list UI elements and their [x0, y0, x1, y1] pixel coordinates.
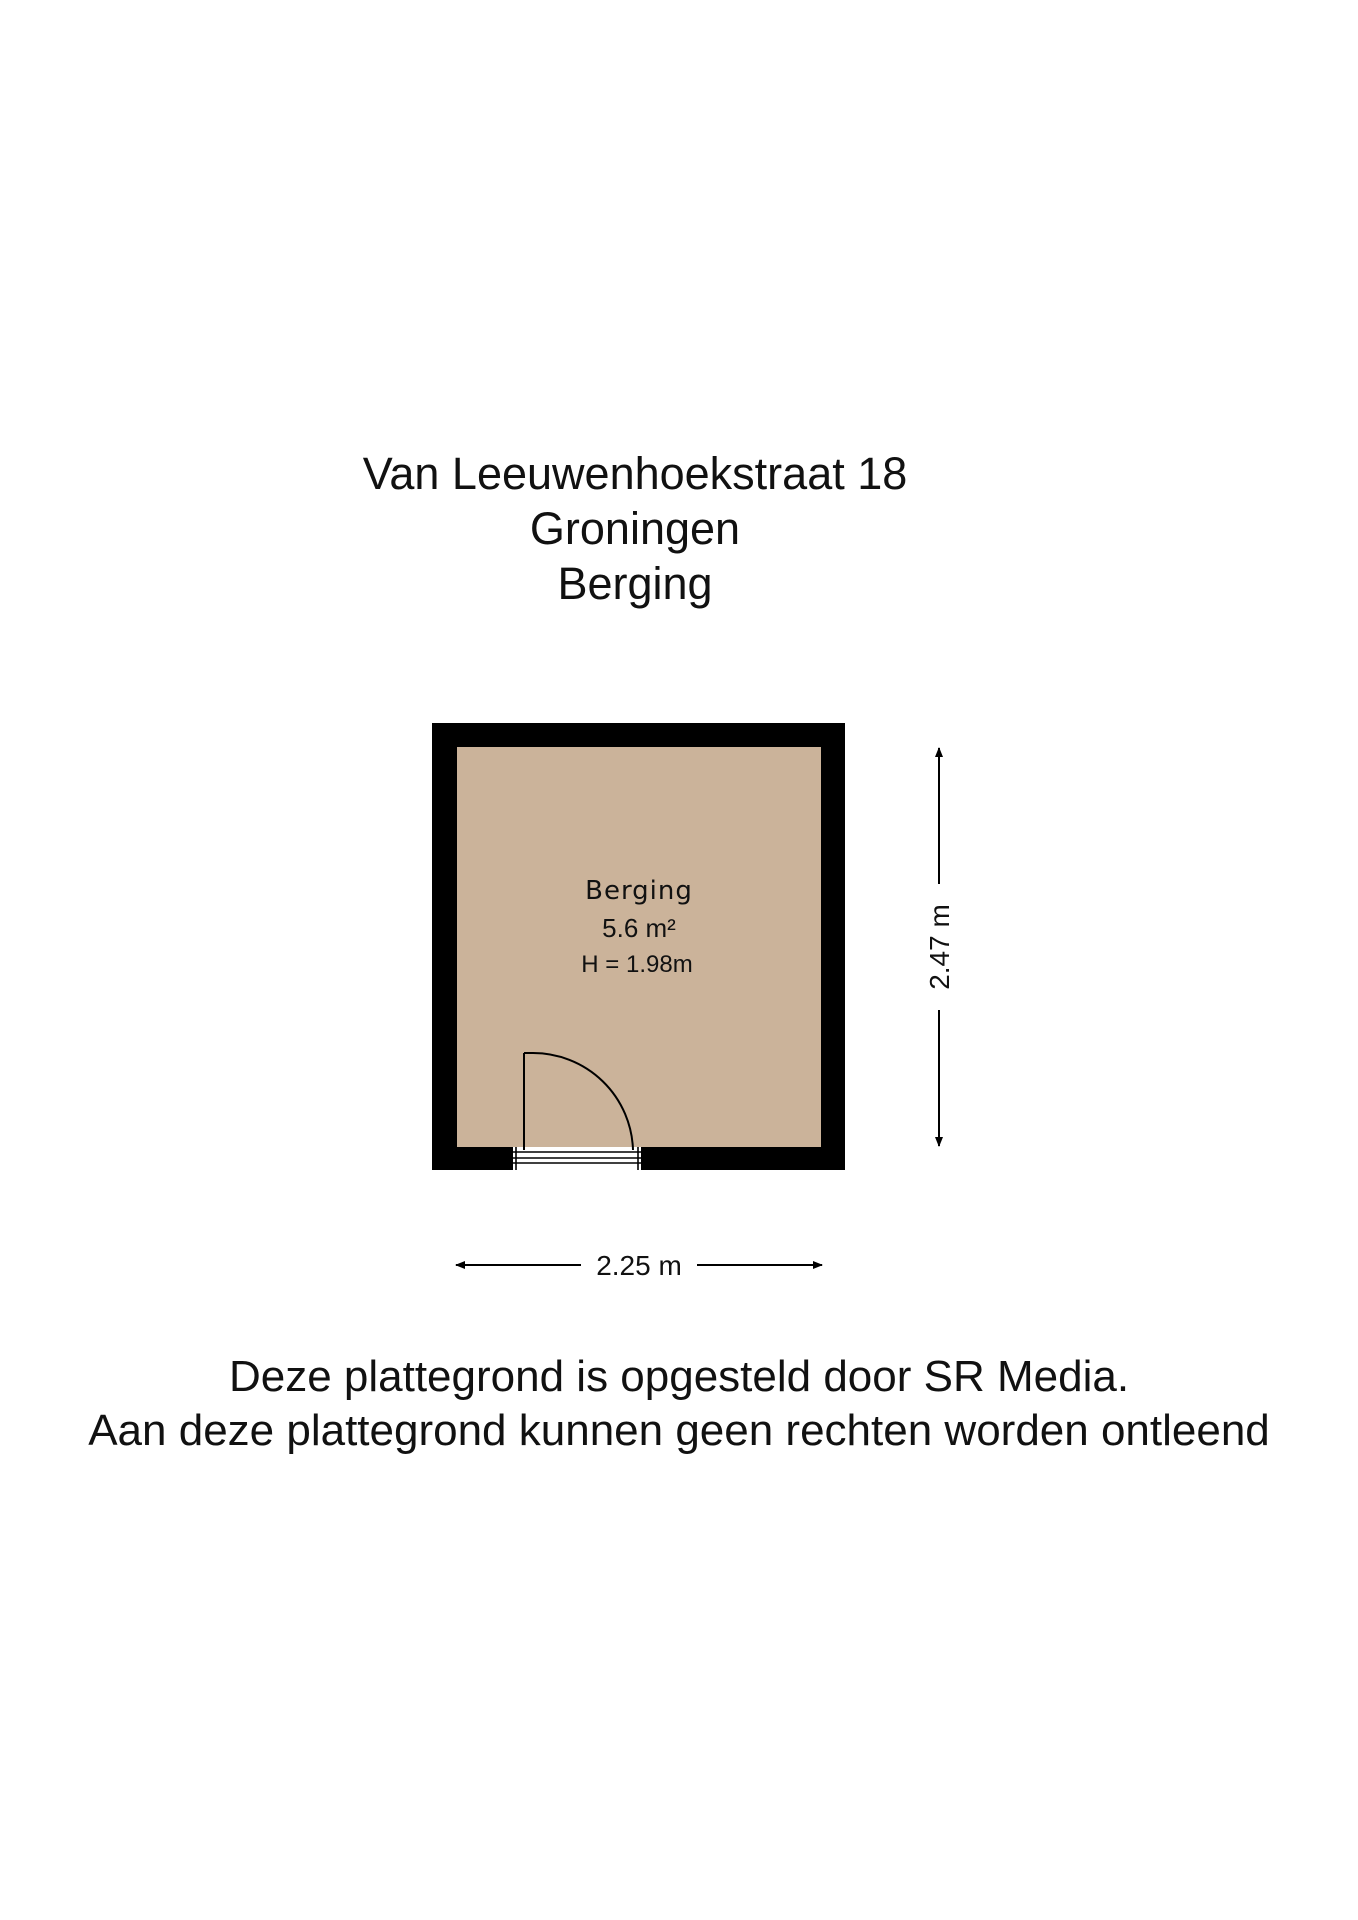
city-title: Groningen [529, 503, 741, 554]
disclaimer [0, 1350, 1358, 1458]
room-floor [457, 747, 821, 1147]
floor-title: Berging [557, 558, 713, 609]
width-dimension: 2.25 m [596, 1250, 682, 1281]
room-area: 5.6 m² [602, 913, 676, 943]
depth-dimension: 2.47 m [924, 904, 955, 990]
disclaimer-line-2: Aan deze plattegrond kunnen geen rechten worden ontleend [88, 1406, 1270, 1455]
room-height: H = 1.98m [581, 951, 693, 978]
address-title: Van Leeuwenhoekstraat 18 [362, 448, 908, 499]
disclaimer-line-1: Deze plattegrond is opgesteld door SR Media. [228, 1352, 1130, 1401]
room-name: Berging [585, 876, 693, 906]
